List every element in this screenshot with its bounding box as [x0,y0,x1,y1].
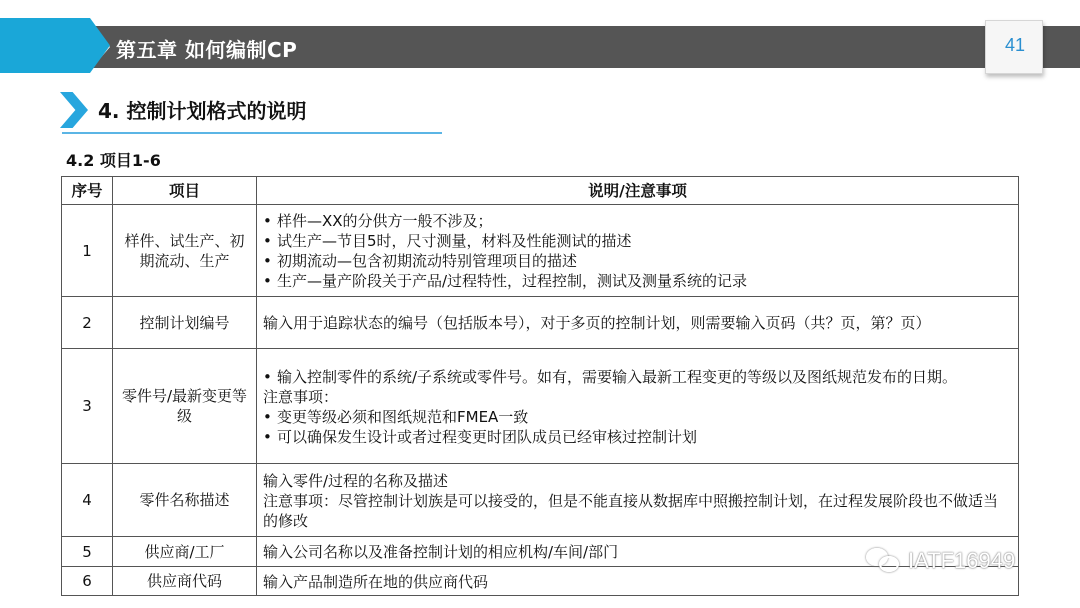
list-item: • 试生产—节目5时，尺寸测量，材料及性能测试的描述 [263,232,632,250]
sub-section-title: 4.2 项目1-6 [66,151,161,170]
description-text: 输入用于追踪状态的编号（包括版本号），对于多页的控制计划，则需要输入页码（共？页，第？页） [263,314,931,332]
section-underline [62,132,442,134]
list-item: • 可以确保发生设计或者过程变更时团队成员已经审核过控制计划 [263,427,698,446]
instruction-table [61,176,1019,596]
list-item: • 样件—XX的分供方一般不涉及； [263,212,493,230]
note-label: 注意事项： [263,387,339,406]
note-text: 注意事项：尽管控制计划族是可以接受的，但是不能直接从数据库中照搬控制计划，在过程发展阶段也不做适当的修改 [263,491,999,530]
header-item: 项目 [113,177,257,205]
row-number: 4 [62,464,113,537]
row-number: 5 [62,537,113,567]
row-description [257,349,1019,464]
row-item: 供应商代码 [113,567,257,596]
chevron-right-icon [60,92,88,128]
description-text: 输入零件/过程的名称及描述 [263,471,449,490]
table-header-row [62,177,1019,205]
row-number: 1 [62,205,113,297]
section-title: 4. 控制计划格式的说明 [98,99,307,123]
table-row [62,205,1019,297]
list-item: • 变更等级必须和图纸规范和FMEA一致 [263,407,529,426]
table-row [62,349,1019,464]
row-number: 2 [62,297,113,349]
row-number: 3 [62,349,113,464]
row-number: 6 [62,567,113,596]
table-row [62,464,1019,537]
row-item: 零件名称描述 [113,464,257,537]
header-accent-arrow [0,18,110,73]
row-item: 供应商/工厂 [113,537,257,567]
row-description [257,464,1019,537]
row-item: 零件号/最新变更等级 [113,349,257,464]
header-no: 序号 [62,177,113,205]
list-item: • 生产—量产阶段关于产品/过程特性，过程控制，测试及测量系统的记录 [263,272,748,290]
watermark-text: IATF16949 [908,548,1016,573]
page-number-box [985,20,1043,74]
table-row [62,297,1019,349]
wechat-icon [866,546,902,576]
row-item: 样件、试生产、初期流动、生产 [113,205,257,297]
row-description [257,297,1019,349]
row-description [257,205,1019,297]
list-item: • 初期流动—包含初期流动特别管理项目的描述 [263,252,578,270]
header-description: 说明/注意事项 [257,177,1019,205]
watermark [866,546,1015,576]
list-item: • 输入控制零件的系统/子系统或零件号。如有，需要输入最新工程变更的等级以及图纸规范发布的日期。 [263,367,958,386]
description-text: 输入公司名称以及准备控制计划的相应机构/车间/部门 [263,543,619,561]
row-item: 控制计划编号 [113,297,257,349]
chapter-title: 第五章 如何编制CP [116,38,298,62]
description-text: 输入产品制造所在地的供应商代码 [263,572,489,591]
page-number: 41 [1004,35,1026,55]
